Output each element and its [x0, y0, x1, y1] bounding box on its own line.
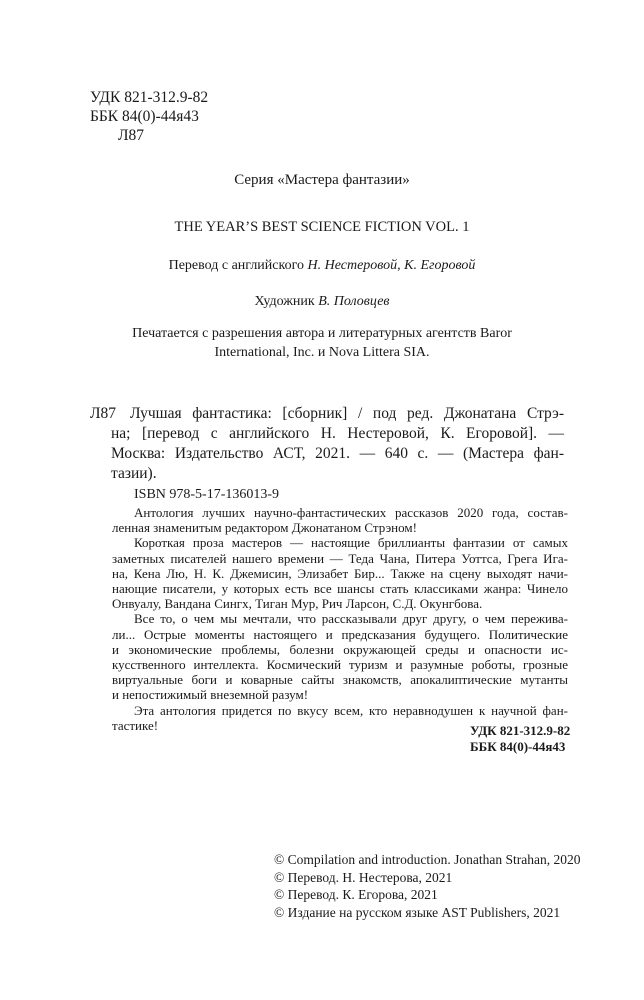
artist-credit: [0, 294, 644, 310]
permission-notice: [100, 324, 544, 362]
annotation-line: и непостижимый внеземной разум!: [112, 687, 309, 703]
bbk-code-bold: ББК 84(0)-44я43: [470, 739, 566, 754]
translation-credit: [0, 258, 644, 274]
translation-prefix: Перевод с английского: [168, 258, 304, 273]
biblio-line: Москва: Издательство АСТ, 2021. — 640 с. — (Мастера фан-: [111, 445, 564, 462]
annotation-line: Онвуалу, Вандана Сингх, Тиган Мур, Рич Ларсон, С.Д. Окунгбова.: [112, 596, 483, 612]
annotation-line: нающие писатели, у которых есть все шансы стать классиками жанра: Чинело: [112, 581, 568, 597]
author-sign: Л87: [118, 127, 145, 144]
biblio-line: тазии).: [111, 465, 157, 482]
permission-line: International, Inc. и Nova Littera SIA.: [214, 345, 430, 360]
annotation: [112, 505, 568, 733]
original-title: THE YEAR’S BEST SCIENCE FICTION VOL. 1: [174, 219, 470, 235]
copyright-block: [274, 851, 580, 921]
annotation-line: виртуальные боги и коварные сайты знакомств, апокалиптические мутанты: [112, 672, 568, 688]
annotation-line: ленная знаменитым редактором Джонатаном Стрэном!: [112, 520, 417, 536]
series-name: Серия «Мастера фантазии»: [234, 172, 410, 188]
biblio-line: [90, 404, 564, 424]
copyright-line: © Перевод. Н. Нестерова, 2021: [274, 869, 453, 885]
biblio-text: Лучшая фантастика: [сборник] / под ред. Джонатана Стрэ-: [130, 405, 564, 422]
annotation-line: кусственного интеллекта. Космический туризм и разумные роботы, грозные: [112, 657, 568, 673]
permission-line: Печатается с разрешения автора и литературных агентств Barоr: [132, 326, 512, 341]
annotation-line: Антология лучших научно-фантастических рассказов 2020 года, состав-: [134, 505, 568, 520]
annotation-line: Короткая проза мастеров — настоящие бриллианты фантазии от самых: [134, 535, 568, 551]
annotation-line: ли... Острые моменты настоящего и предсказания будущего. Политические: [112, 626, 568, 642]
artist-prefix: Художник: [254, 294, 315, 309]
artist-name: В. Половцев: [318, 294, 390, 309]
biblio-line: на; [перевод с английского Н. Нестеровой, К. Егоровой]. —: [111, 425, 564, 442]
annotation-line: Все то, о чем мы мечтали, что рассказывали друг другу, о чем пережива-: [134, 611, 568, 627]
annotation-line: на, Кена Лю, Н. К. Джемисин, Элизабет Бир... Также на сцену выходят начи-: [112, 565, 568, 581]
annotation-line: и экономические проблемы, болезни окружающей среды и опасности ис-: [112, 641, 568, 657]
udk-code: УДК 821-312.9-82: [90, 89, 209, 106]
copyright-line: © Compilation and introduction. Jonathan Strahan, 2020: [274, 852, 581, 867]
classification-codes: [90, 88, 208, 145]
translator-names: Н. Нестеровой, К. Егоровой: [307, 258, 476, 273]
isbn: ISBN 978-5-17-136013-9: [134, 487, 280, 502]
udk-code-bold: УДК 821-312.9-82: [470, 723, 571, 738]
bbk-code: ББК 84(0)-44я43: [90, 108, 199, 125]
classification-codes-bold: [470, 723, 570, 755]
copyright-line: © Издание на русском языке AST Publishers, 2021: [274, 904, 561, 920]
annotation-line: заметных писателей нашего времени — Теда Чана, Питера Уоттса, Грега Ига-: [112, 550, 568, 566]
copyright-line: © Перевод. К. Егорова, 2021: [274, 887, 438, 902]
annotation-line: тастике!: [112, 717, 159, 733]
bibliographic-record: [90, 404, 564, 484]
annotation-line: Эта антология придется по вкусу всем, кто неравнодушен к научной фан-: [134, 702, 568, 718]
biblio-code: Л87: [90, 405, 117, 422]
